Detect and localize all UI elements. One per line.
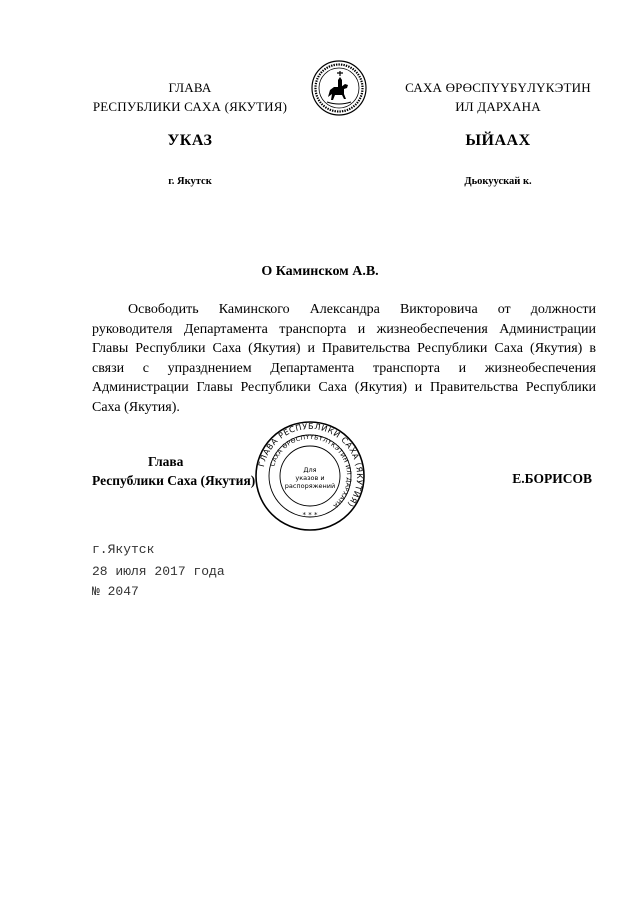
header-right <box>392 78 604 116</box>
signature-title-line2: Республики Саха (Якутия) <box>92 473 256 488</box>
decree-title-sakha: ЫЙААХ <box>465 132 531 149</box>
svg-text:* * *: * * * <box>302 511 318 519</box>
footer-number: № 2047 <box>92 584 139 599</box>
signature-title-line1: Глава <box>148 454 184 469</box>
footer-date: 28 июля 2017 года <box>92 564 225 579</box>
header-right-line1: САХА ӨРӨСПҮҮБҮЛҮКЭТИН <box>405 80 591 95</box>
footer-city: г.Якутск <box>92 542 155 557</box>
seal-outer-text: ГЛАВА РЕСПУБЛИКИ САХА (ЯКУТИЯ) <box>256 421 365 509</box>
header-left-line1: ГЛАВА <box>168 80 212 95</box>
city-sakha: Дьокуускай к. <box>464 176 532 187</box>
header-right-line2: ИЛ ДАРХАНА <box>455 99 541 114</box>
seal-center-line2: указов и <box>295 474 325 482</box>
signatory-name: Е.БОРИСОВ <box>512 471 592 486</box>
decree-body: Освободить Каминского Александра Викторовича от должности руководителя Департамента транспорта и жизнеобеспечения Администрации Главы Республики Саха (Якутия) и Правительства Республики Саха (Якутия) в связи с упразднением Департамента транспорта и жизнеобеспечения Администрации Главы Республики Саха (Якутия) и Правительства Республики Саха (Якутия). <box>92 302 596 415</box>
coat-of-arms-emblem <box>311 60 367 116</box>
decree-title-ru: УКАЗ <box>167 132 213 149</box>
seal-center-line3: распоряжений <box>284 482 336 490</box>
city-ru: г. Якутск <box>168 176 212 187</box>
header-left-line2: РЕСПУБЛИКИ САХА (ЯКУТИЯ) <box>92 99 288 114</box>
decree-subject: О Каминском А.В. <box>261 264 379 279</box>
signature-title <box>92 452 282 490</box>
seal-inner-text: САХА ӨРӨСПҮҮБҮЛҮКЭТИН ИЛ ДАРХАНА <box>269 433 353 510</box>
seal-center-line1: Для <box>303 466 317 474</box>
header-left <box>80 78 300 116</box>
